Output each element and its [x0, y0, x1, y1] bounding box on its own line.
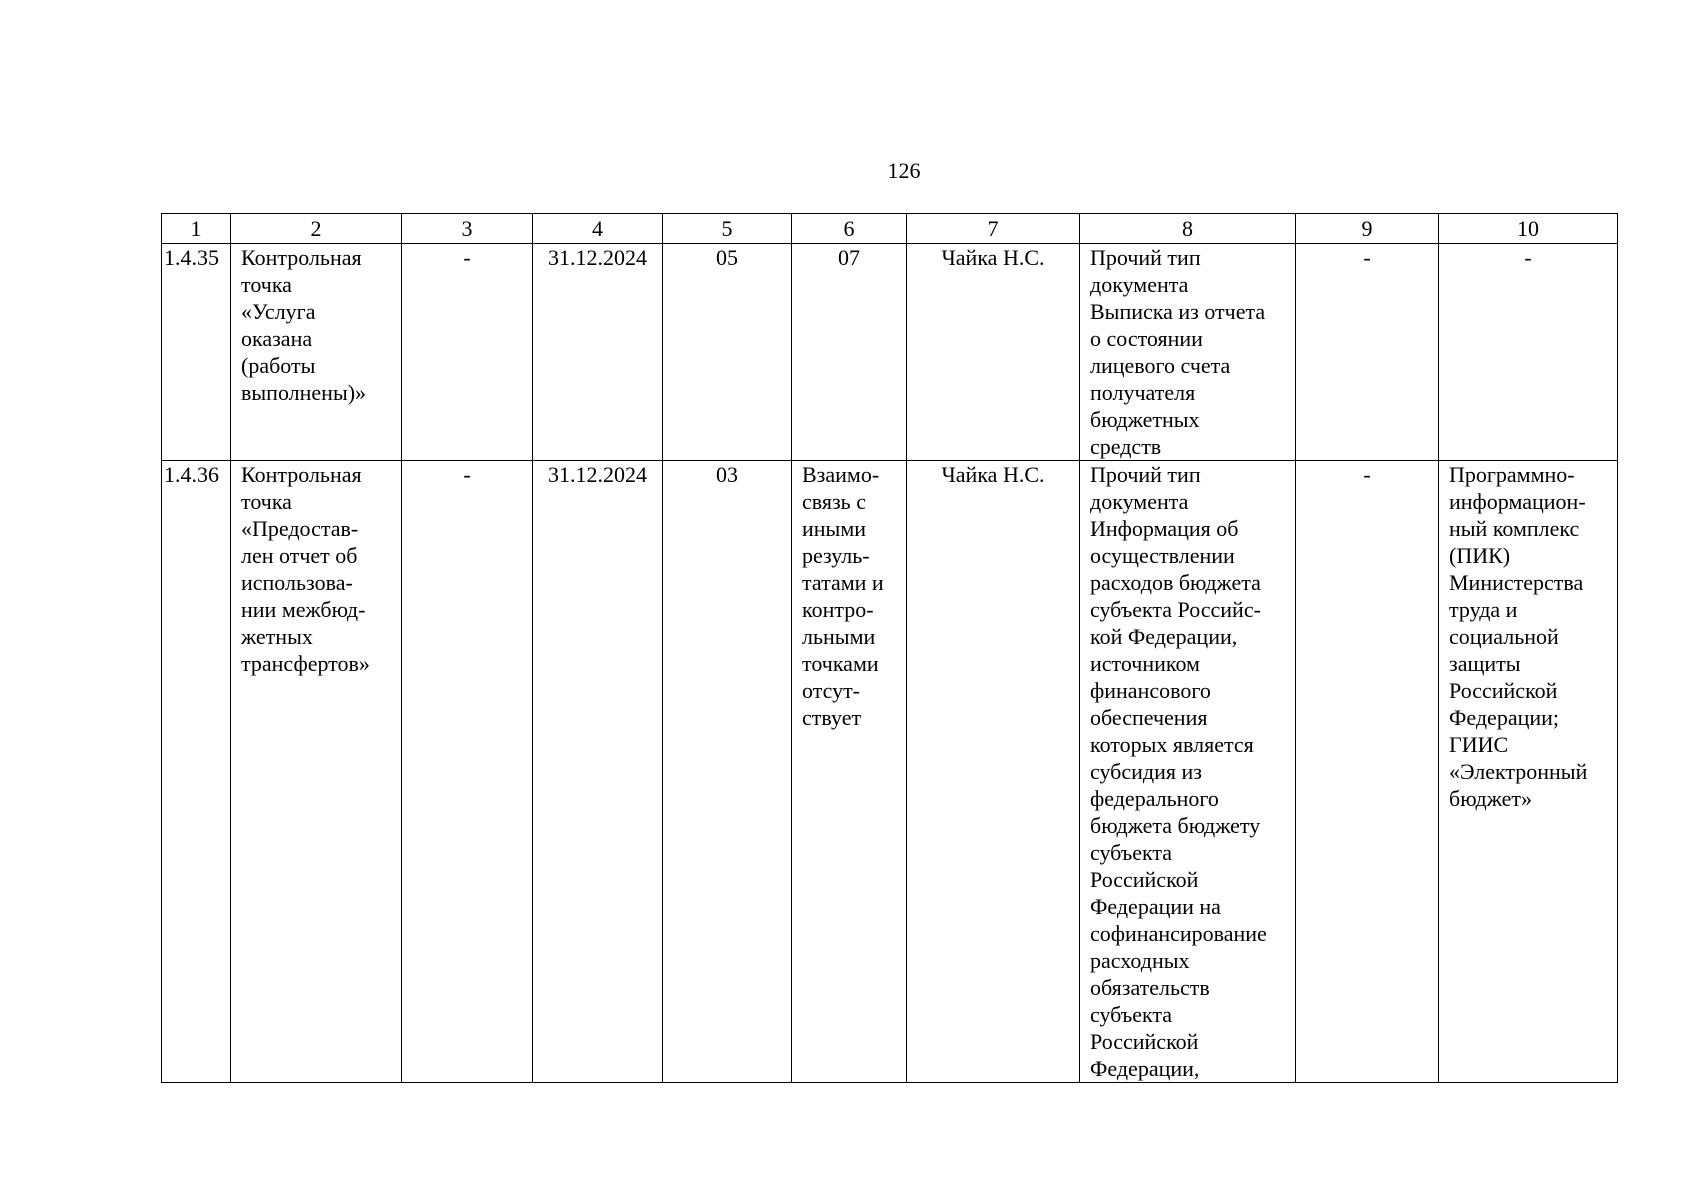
table-row: [162, 244, 1618, 461]
responsible-person: Чайка Н.С.: [907, 461, 1080, 1083]
cell-col-6: Взаимо- связь с иными резуль- татами и контро- льными точками отсут- ствует: [792, 461, 907, 1083]
header-row: [162, 214, 1618, 244]
responsible-person: Чайка Н.С.: [907, 244, 1080, 461]
cell-col-9: -: [1296, 461, 1439, 1083]
information-system: Программно- информацион- ный комплекс (ПИК) Министерства труда и социальной защиты Российской Федерации; ГИИС «Электронный бюджет»: [1439, 461, 1618, 1083]
control-point-name: Контрольная точка «Услуга оказана (работы выполнены)»: [231, 244, 402, 461]
column-header-1: 1: [162, 214, 231, 244]
table-row: [162, 461, 1618, 1083]
cell-col-3: -: [402, 461, 533, 1083]
cell-col-6: 07: [792, 244, 907, 461]
column-header-7: 7: [907, 214, 1080, 244]
column-header-3: 3: [402, 214, 533, 244]
document-type: Прочий тип документа Информация об осуществлении расходов бюджета субъекта Российс- кой Федерации, источником финансового обеспечения которых является субсидия из федерального бюджета бюджету субъекта Российской Федерации на софинансирование расходных обязательств субъекта Российской Федерации,: [1080, 461, 1296, 1083]
cell-col-5: 05: [663, 244, 792, 461]
deadline-date: 31.12.2024: [533, 461, 663, 1083]
cell-col-5: 03: [663, 461, 792, 1083]
deadline-date: 31.12.2024: [533, 244, 663, 461]
information-system: -: [1439, 244, 1618, 461]
column-header-5: 5: [663, 214, 792, 244]
row-number: 1.4.36: [162, 461, 231, 1083]
row-number: 1.4.35: [162, 244, 231, 461]
column-header-2: 2: [231, 214, 402, 244]
page-number: 126: [887, 158, 921, 183]
column-header-9: 9: [1296, 214, 1439, 244]
column-header-8: 8: [1080, 214, 1296, 244]
column-header-6: 6: [792, 214, 907, 244]
document-type: Прочий тип документа Выписка из отчета о состоянии лицевого счета получателя бюджетных средств: [1080, 244, 1296, 461]
cell-col-3: -: [402, 244, 533, 461]
control-point-name: Контрольная точка «Предостав- лен отчет об использова- нии межбюд- жетных трансфертов»: [231, 461, 402, 1083]
column-header-4: 4: [533, 214, 663, 244]
control-points-table: [161, 213, 1618, 1083]
cell-col-9: -: [1296, 244, 1439, 461]
column-header-10: 10: [1439, 214, 1618, 244]
